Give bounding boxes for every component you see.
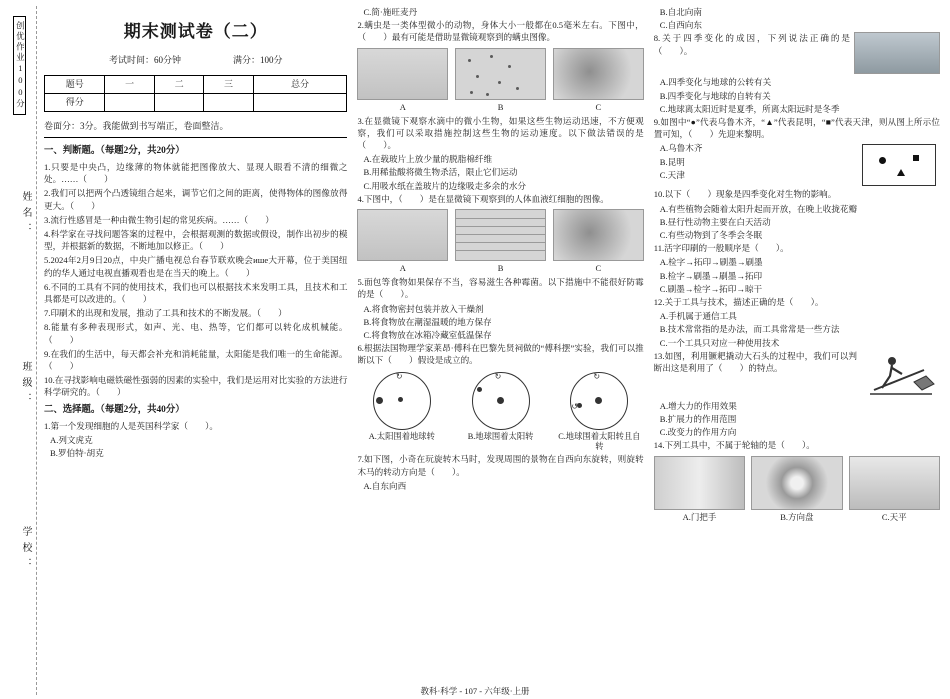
school-label: 学校：: [20, 526, 31, 574]
q14-option-c: C.天平: [881, 511, 907, 522]
q11-option-b[interactable]: B.检字→刷墨→刷墨→拓印: [659, 270, 763, 281]
q4-image-a-box[interactable]: [357, 209, 448, 274]
q1-stem: 1.第一个发现细胞的人是英国科学家（ ）。: [44, 421, 219, 431]
judge-item-9: [44, 348, 347, 372]
q4-image-b: [455, 209, 546, 261]
judge-item-4: [44, 228, 347, 252]
q2-caption-c: C: [595, 101, 602, 112]
q6-diagrams: [357, 372, 643, 453]
judge-text-4: 4.科学家在寻找问题答案的过程中，会根据观测的数据或假设，制作出初步的模型，并根据新的数据，不断地加以修正。: [44, 229, 348, 252]
answer-blank[interactable]: ……（ ）: [61, 174, 113, 185]
exam-total-score: 满分：100分: [232, 55, 283, 66]
q14-images: [654, 456, 940, 523]
judge-text-7: 7.印刷术的出现和发展，推动了工具和技术的不断发展。: [44, 308, 257, 319]
q9-option-b[interactable]: B.昆明: [659, 156, 685, 167]
score-header-2: 二: [154, 75, 203, 93]
q4-images: [357, 209, 643, 274]
q14-option-a: A.门把手: [682, 511, 717, 522]
q8-option-a[interactable]: A.四季变化与地球的公转有关: [659, 77, 772, 88]
q12-option-c[interactable]: C.一个工具只对应一种使用技术: [659, 337, 780, 348]
score-header-0: 题号: [45, 75, 105, 93]
q2-caption-b: B: [497, 101, 504, 112]
q10-option-a[interactable]: A.有些植物会随着太阳升起而开放，在晚上收拢花瓣: [659, 203, 858, 214]
orbit-diagram-b: ↻: [472, 372, 530, 430]
column-3: [654, 6, 940, 695]
q14-stem: 14.下列工具中，不属于轮轴的是（ ）。: [653, 440, 815, 451]
column-2: [357, 6, 643, 695]
brand-stamp: 创优作业100分: [13, 16, 26, 115]
q13-option-b[interactable]: B.扩展力的作用范围: [659, 414, 737, 425]
answer-blank[interactable]: （ ）: [224, 267, 255, 278]
q2-image-b: [455, 48, 546, 100]
q11-stem: 11.活字印刷的一般顺序是（ ）。: [653, 243, 789, 254]
q4-image-c: [553, 209, 644, 261]
q4-caption-c: C: [595, 263, 602, 274]
q14-choice-b[interactable]: [751, 456, 842, 523]
answer-blank[interactable]: （ ）: [69, 200, 100, 211]
q13-stem: 13.如图，利用镢耙撬动大石头的过程中，我们可以判断出这是利用了（ ）的特点。: [653, 350, 858, 374]
q2-image-c-box[interactable]: [553, 48, 644, 113]
score-header-4: 总分: [253, 75, 347, 93]
judge-item-1: [44, 161, 347, 185]
judge-item-6: [44, 281, 347, 305]
q2-image-a: [357, 48, 448, 100]
judge-text-2: 2.我们可以把两个凸透镜组合起来，调节它们之间的距离，使得物体的图像放得更大。: [44, 188, 348, 211]
score-cell-1[interactable]: [105, 93, 154, 111]
q3-stem: 3.在显微镜下观察水滴中的微小生物，如果这些生物运动迅速，不方便观察，我们可以采取措施控制这些生物的运动速度。以下做法错误的是（ ）。: [357, 115, 644, 151]
answer-blank[interactable]: ……（ ）: [222, 214, 274, 225]
column-1: [44, 6, 347, 695]
exam-meta: [44, 54, 347, 67]
q6-choice-a[interactable]: [357, 372, 446, 453]
q6-option-b: B.地球围着太阳转: [467, 431, 534, 441]
judge-item-8: [44, 321, 347, 345]
q2-image-b-box[interactable]: [455, 48, 546, 113]
judge-text-1: 1.只要是中央凸，边缘薄的物体就能把图像放大、显现人眼看不清的细微之处。: [44, 162, 348, 185]
q6-option-c: C.地球围着太阳转且自转: [558, 431, 641, 451]
side-strip: [10, 6, 44, 695]
score-cell-4[interactable]: [253, 93, 347, 111]
score-table: [44, 75, 347, 112]
table-row: [45, 93, 347, 111]
judge-item-5: [44, 254, 347, 278]
q5-stem: 5.面包等食物如果保存不当，容易滋生各种霉菌。以下措施中不能很好防霉的是（ ）。: [357, 277, 644, 300]
answer-blank[interactable]: （ ）: [95, 387, 126, 398]
q10-option-c[interactable]: C.有些动物到了冬季会冬眠: [659, 230, 763, 241]
lever-rock-icon: [862, 352, 940, 398]
score-cell-3[interactable]: [204, 93, 253, 111]
q3-option-b[interactable]: B.用稀盐酸将微生物杀活，限止它们运动: [363, 167, 518, 178]
answer-blank[interactable]: （ ）: [121, 294, 152, 305]
q10-option-b[interactable]: B.昼行性动物主要在白天活动: [659, 216, 771, 227]
q4-caption-a: A: [399, 263, 406, 274]
judge-item-3: [44, 214, 347, 226]
q3-option-c[interactable]: C.用吸水纸在盖玻片的边缘吸走多余的水分: [363, 180, 527, 191]
score-row-label: 得分: [45, 93, 105, 111]
q6-stem: 6.根据法国物理学家莱昂·傅科在巴黎先贤祠做的“傅科摆”实验，我们可以推断以下（ ）假设是成立的。: [357, 343, 644, 366]
q2-images: [357, 48, 643, 113]
q9-option-a[interactable]: A.乌鲁木齐: [659, 143, 703, 154]
exam-duration: 考试时间：60分钟: [108, 55, 181, 66]
judge-text-5: 5.2024年2月9日20点，中央广播电视总台春节联欢晚会ише大开幕，位于美国纽约的华人通过电视直播观看也是在当天的晚上。: [44, 255, 348, 278]
q9-stem: 9.如图中“●”代表乌鲁木齐，“▲”代表昆明，“■”代表天津，则从图上所示位置可知，（ ）先迎来黎明。: [653, 117, 941, 140]
fold-dashed-line: [36, 6, 37, 695]
q3-option-a[interactable]: A.在载玻片上放少量的脱脂棉纤维: [363, 154, 493, 165]
judge-item-10: [44, 374, 347, 398]
score-cell-2[interactable]: [154, 93, 203, 111]
content-columns: [44, 6, 940, 695]
section-2-heading: 二、选择题。（每题2分，共40分）: [44, 404, 185, 415]
judge-text-8: 8.能量有多种表现形式，如声、光、电、热等，它们都可以转化成机械能。: [44, 322, 348, 333]
q2-stem: 2.螨虫是一类体型微小的动物，身体大小一般都在0.5毫米左右。下图中，（ ）最有可能是借助显微镜观察到的螨虫图像。: [357, 20, 644, 43]
judge-text-9: 9.在我们的生活中，每天都会补充和消耗能量，太阳能是我们唯一的生命能源。: [44, 348, 348, 359]
judge-item-7: [44, 307, 347, 319]
answer-blank[interactable]: （ ）: [44, 361, 79, 372]
answer-blank[interactable]: （ ）: [256, 308, 287, 319]
answer-blank[interactable]: （ ）: [44, 334, 79, 345]
door-handle-image: [654, 456, 745, 510]
q4-stem: 4.下图中，（ ）是在显微镜下观察到的人体血液红细胞的图像。: [357, 193, 609, 204]
orbit-diagram-a: ↻: [373, 372, 431, 430]
q2-caption-a: A: [399, 101, 406, 112]
q7-option-a[interactable]: A.自东向西: [363, 480, 407, 491]
judge-text-3: 3.流行性感冒是一种由微生物引起的常见疾病。: [44, 214, 223, 225]
q13-option-a[interactable]: A.增大力的作用效果: [659, 400, 737, 411]
q14-choice-c[interactable]: [849, 456, 940, 523]
steering-wheel-image: [751, 456, 842, 510]
q9-option-c[interactable]: C.天津: [659, 169, 685, 180]
q14-choice-a[interactable]: [654, 456, 745, 523]
judge-item-2: [44, 187, 347, 211]
q1-option-b[interactable]: B.罗伯特·胡克: [50, 448, 104, 459]
judge-text-10: 10.在寻找影响电磁铁磁性强弱的因素的实验中，我们是运用对比实验的方法进行科学研究的。: [44, 375, 348, 398]
q12-option-a[interactable]: A.手机属于通信工具: [659, 311, 737, 322]
page-footer: 教科·科学 - 107 - 六年级·上册: [420, 686, 530, 696]
q5-option-a[interactable]: A.将食物密封包装并放入干燥剂: [363, 303, 484, 314]
class-label: 班级：: [20, 361, 31, 409]
q7-option-b[interactable]: B.自北向南: [659, 7, 702, 17]
q6-choice-b[interactable]: [456, 372, 545, 453]
q2-image-a-box[interactable]: [357, 48, 448, 113]
balance-scale-image: [849, 456, 940, 510]
city-position-diagram: [862, 144, 936, 186]
score-header-3: 三: [204, 75, 253, 93]
q11-option-c[interactable]: C.刷墨→检字→拓印→晾干: [659, 283, 763, 294]
q12-stem: 12.关于工具与技术，描述正确的是（ ）。: [653, 297, 824, 308]
q8-option-c[interactable]: C.地球离太阳近时是夏季，所离太阳远时是冬季: [659, 103, 840, 114]
carousel-photo: [854, 32, 940, 74]
q10-stem: 10.以下（ ）现象是四季变化对生物的影响。: [653, 189, 837, 200]
q6-choice-c[interactable]: [555, 372, 644, 453]
q1-option-a[interactable]: A.列文虎克: [50, 435, 93, 446]
lever-illustration-box: [862, 352, 940, 398]
page-title: 期末测试卷（二）: [123, 22, 268, 41]
q4-image-b-box[interactable]: [455, 209, 546, 274]
name-label: 姓名：: [20, 191, 31, 239]
q4-image-a: [357, 209, 448, 261]
q4-image-c-box[interactable]: [553, 209, 644, 274]
q5-option-b[interactable]: B.将食物放在潮湿温暖的地方保存: [363, 316, 492, 327]
answer-blank[interactable]: （ ）: [198, 241, 229, 252]
score-header-1: 一: [105, 75, 154, 93]
section-1-heading: 一、判断题。（每题2分，共20分）: [44, 145, 185, 156]
neatness-note: 卷面分：3分。我能做到书写端正，卷面整洁。: [44, 120, 347, 138]
q4-caption-b: B: [497, 263, 504, 274]
q1-option-c[interactable]: C.简·施旺麦丹: [363, 7, 418, 17]
q2-image-c: [553, 48, 644, 100]
q13-option-c[interactable]: C.改变力的作用方向: [659, 427, 737, 438]
q8-option-b[interactable]: B.四季变化与地球的自转有关: [659, 90, 771, 101]
q5-option-c[interactable]: C.将食物放在冰箱冷藏室低温保存: [363, 329, 492, 340]
q7-stem: 7.如下图，小奇在玩旋转木马时，发现周围的景物在自西向东旋转，则旋转木马的转动方向是（ ）。: [357, 454, 644, 477]
q8-stem: 8.关于四季变化的成因，下列说法正确的是（ ）。: [653, 33, 851, 56]
q14-option-b: B.方向盘: [780, 511, 814, 522]
q7-option-c[interactable]: C.自西向东: [659, 20, 702, 31]
orbit-diagram-c: ↻ ↺: [570, 372, 628, 430]
q6-option-a: A.太阳围着地球转: [368, 431, 435, 441]
judge-text-6: 6.不同的工具有不同的使用技术，我们也可以根据技术来发明工具，且技术和工具都是可以改进的。: [44, 281, 348, 305]
q11-option-a[interactable]: A.检字→拓印→刷墨→刷墨: [659, 257, 763, 268]
table-row: [45, 75, 347, 93]
q12-option-b[interactable]: B.技术常常指的是办法，而工具常常是一些方法: [659, 324, 840, 335]
